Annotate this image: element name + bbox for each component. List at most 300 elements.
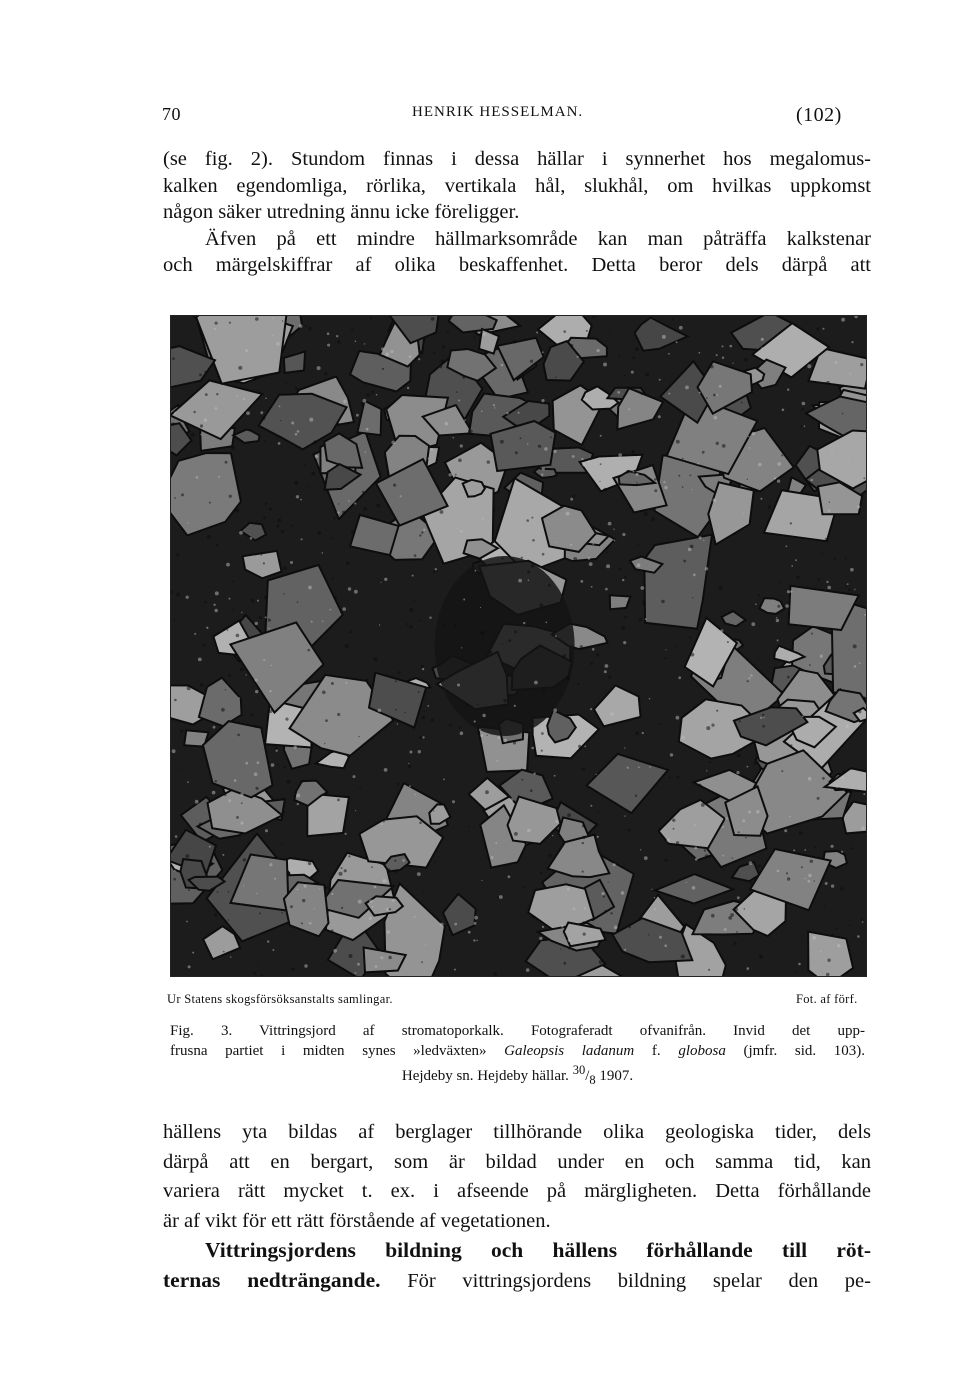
- paragraph-1-line: kalken egendomliga, rörlika, vertikala hål, slukhål, om hvilkas uppkomst: [163, 174, 871, 197]
- photo-grain: [799, 831, 803, 835]
- photo-grain: [817, 578, 820, 581]
- photo-grain: [690, 475, 692, 477]
- photo-grain: [845, 586, 847, 588]
- photo-grain: [645, 373, 649, 377]
- photo-grain: [787, 676, 790, 679]
- photo-grain: [227, 629, 229, 631]
- photo-grain: [218, 476, 220, 478]
- photo-grain: [392, 899, 395, 902]
- photo-grain: [613, 863, 616, 866]
- photo-grain: [573, 907, 576, 910]
- photo-grain: [812, 936, 816, 940]
- photo-grain: [824, 906, 826, 908]
- photo-grain: [228, 674, 231, 677]
- photo-grain: [357, 963, 360, 966]
- photo-grain: [841, 776, 844, 779]
- photo-grain: [583, 933, 586, 936]
- photo-grain: [695, 858, 698, 861]
- photo-grain: [458, 458, 462, 462]
- photo-grain: [456, 391, 458, 393]
- photo-grain: [225, 689, 226, 690]
- photo-grain: [760, 717, 762, 719]
- photo-grain: [583, 398, 586, 401]
- photo-grain: [577, 356, 579, 358]
- photo-grain: [658, 415, 661, 418]
- photo-grain: [268, 619, 271, 622]
- photo-grain: [727, 641, 729, 643]
- photo-grain: [829, 789, 831, 791]
- photo-grain: [481, 880, 482, 881]
- photo-grain: [480, 607, 481, 608]
- photo-grain: [605, 664, 609, 668]
- photo-grain: [215, 322, 218, 325]
- photo-grain: [251, 599, 255, 603]
- photo-grain: [635, 795, 637, 797]
- photo-grain: [774, 477, 776, 479]
- photo-grain: [381, 347, 385, 351]
- photo-grain: [508, 875, 511, 878]
- photo-grain: [285, 718, 288, 721]
- photo-grain: [608, 522, 612, 526]
- photo-grain: [300, 499, 302, 501]
- photo-grain: [259, 616, 262, 619]
- caption-line: Fig. 3. Vittringsjord af stromatoporkalk. Fotograferadt ofvanifrån. Invid det upp-: [170, 1023, 865, 1039]
- photo-grain: [628, 408, 630, 410]
- photo-grain: [690, 545, 694, 549]
- photo-grain: [397, 723, 398, 724]
- photo-grain: [513, 741, 516, 744]
- photo-grain: [781, 454, 783, 456]
- photo-grain: [434, 861, 436, 863]
- photo-grain: [568, 939, 571, 942]
- photo-grain: [203, 644, 206, 647]
- photo-grain: [460, 530, 463, 533]
- photo-grain: [294, 746, 297, 749]
- photo-grain: [341, 867, 343, 869]
- photo-grain: [506, 412, 508, 414]
- photo-grain: [668, 353, 670, 355]
- photo-grain: [722, 345, 724, 347]
- photo-grain: [605, 588, 608, 591]
- photo-grain: [645, 618, 647, 620]
- photo-grain: [555, 635, 557, 637]
- photo-grain: [301, 922, 303, 924]
- photo-grain: [530, 789, 533, 792]
- photo-grain: [670, 753, 673, 756]
- photo-grain: [601, 364, 603, 366]
- photo-grain: [246, 411, 250, 415]
- photo-grain: [224, 794, 226, 796]
- photo-grain: [682, 458, 684, 460]
- photo-grain: [194, 633, 196, 635]
- photo-grain: [384, 576, 385, 577]
- photo-grain: [496, 760, 498, 762]
- photo-grain: [734, 907, 738, 911]
- photo-grain: [501, 364, 504, 367]
- photo-grain: [296, 794, 300, 798]
- photo-grain: [604, 910, 606, 912]
- photo-grain: [514, 630, 517, 633]
- photo-grain: [518, 579, 522, 583]
- photo-grain: [369, 917, 372, 920]
- photo-grain: [255, 317, 259, 321]
- photo-grain: [421, 531, 423, 533]
- photo-grain: [423, 890, 425, 892]
- photo-grain: [271, 763, 275, 767]
- photo-grain: [669, 777, 671, 779]
- photo-grain: [503, 699, 506, 702]
- photo-grain: [701, 803, 705, 807]
- photo-grain: [742, 819, 745, 822]
- page-number: 70: [162, 104, 181, 124]
- photo-grain: [536, 647, 538, 649]
- photo-grain: [835, 361, 838, 364]
- photo-grain: [314, 881, 318, 885]
- photo-grain: [301, 538, 303, 540]
- photo-grain: [610, 912, 612, 914]
- photo-grain: [265, 829, 268, 832]
- photo-grain: [747, 680, 749, 682]
- photo-grain: [295, 387, 298, 390]
- photo-grain: [532, 539, 535, 542]
- photo-grain: [261, 416, 265, 420]
- photo-grain: [286, 624, 288, 626]
- photo-grain: [635, 347, 639, 351]
- photo-grain: [795, 559, 797, 561]
- photo-grain: [468, 931, 471, 934]
- photo-grain: [238, 366, 242, 370]
- photo-grain: [217, 891, 219, 893]
- photo-grain: [536, 332, 538, 334]
- photo-grain: [457, 528, 459, 530]
- photo-grain: [848, 461, 849, 462]
- photo-grain: [755, 603, 757, 605]
- photo-grain: [821, 553, 822, 554]
- photo-grain: [454, 969, 456, 971]
- photo-grain: [337, 799, 340, 802]
- photo-grain: [842, 770, 846, 774]
- photo-grain: [477, 703, 479, 705]
- photo-grain: [479, 729, 481, 731]
- photo-grain: [180, 730, 183, 733]
- photo-grain: [346, 562, 349, 565]
- photo-grain: [542, 351, 544, 353]
- photo-grain: [863, 696, 865, 698]
- photo-grain: [366, 678, 368, 680]
- photo-grain: [394, 860, 396, 862]
- photo-grain: [514, 832, 518, 836]
- photo-grain: [582, 921, 585, 924]
- photo-grain: [230, 956, 232, 958]
- original-page-number: (102): [796, 104, 842, 126]
- photo-grain: [725, 817, 728, 820]
- photo-grain: [553, 450, 556, 453]
- photo-grain: [354, 590, 358, 594]
- photo-grain: [408, 763, 409, 764]
- photo-grain: [354, 502, 356, 504]
- photo-grain: [590, 662, 593, 665]
- photo-grain: [397, 782, 400, 785]
- photo-grain: [810, 860, 813, 863]
- photo-grain: [567, 888, 570, 891]
- photo-grain: [254, 772, 258, 776]
- photo-grain: [685, 386, 689, 390]
- photo-grain: [483, 333, 486, 336]
- photo-grain: [269, 508, 272, 511]
- photo-grain: [281, 912, 283, 914]
- photo-grain: [215, 544, 218, 547]
- photo-grain: [406, 623, 408, 625]
- photo-grain: [452, 800, 455, 803]
- photo-grain: [802, 716, 804, 718]
- caption-date-day: 30: [572, 1063, 586, 1077]
- photo-grain: [407, 387, 409, 389]
- paragraph-2-line: är af vikt för ett rätt förstående af vegetationen.: [163, 1209, 551, 1232]
- photo-grain: [744, 358, 748, 362]
- photo-grain: [642, 600, 645, 603]
- photo-grain: [494, 407, 495, 408]
- photo-grain: [548, 584, 551, 587]
- photo-grain: [336, 335, 338, 337]
- photo-grain: [291, 869, 293, 871]
- photo-grain: [508, 639, 511, 642]
- photo-grain: [580, 645, 584, 649]
- photo-grain: [831, 884, 834, 887]
- photo-grain: [764, 578, 765, 579]
- photo-grain: [398, 671, 401, 674]
- photo-grain: [640, 849, 641, 850]
- photo-grain: [427, 705, 429, 707]
- photo-grain: [758, 594, 760, 596]
- photo-grain: [861, 826, 865, 830]
- photo-grain: [781, 770, 783, 772]
- photo-grain: [235, 508, 239, 512]
- photo-grain: [624, 616, 627, 619]
- photo-grain: [676, 440, 680, 444]
- photo-grain: [654, 897, 656, 899]
- photo-grain: [790, 590, 792, 592]
- photo-grain: [777, 870, 780, 873]
- photo-grain: [283, 766, 285, 768]
- photo-grain: [296, 495, 299, 498]
- paragraph-1-line: och märgelskiffrar af olika beskaffenhet. Detta beror dels därpå att: [163, 254, 871, 276]
- photo-grain: [267, 940, 269, 942]
- photo-grain: [409, 625, 412, 628]
- photo-grain: [348, 500, 350, 502]
- photo-grain: [664, 944, 667, 947]
- photo-grain: [618, 453, 622, 457]
- photo-grain: [237, 396, 239, 398]
- caption-date-slash: /: [585, 1068, 590, 1084]
- photo-grain: [418, 691, 420, 693]
- photo-grain: [689, 636, 691, 638]
- photo-grain: [355, 341, 357, 343]
- photo-grain: [175, 835, 178, 838]
- photo-grain: [333, 517, 335, 519]
- photo-grain: [502, 643, 504, 645]
- photo-grain: [225, 461, 228, 464]
- photo-grain: [681, 955, 685, 959]
- photo-grain: [573, 557, 577, 561]
- photo-grain: [254, 725, 256, 727]
- photo-grain: [383, 879, 387, 883]
- photo-grain: [664, 657, 666, 659]
- photo-grain: [693, 574, 696, 577]
- photo-grain: [473, 939, 475, 941]
- photo-grain: [199, 374, 202, 377]
- photo-grain: [243, 885, 244, 886]
- photo-grain: [563, 654, 567, 658]
- photo-grain: [369, 900, 373, 904]
- photo-grain: [622, 627, 626, 631]
- photo-grain: [240, 668, 244, 672]
- photo-grain: [480, 734, 483, 737]
- photo-grain: [807, 880, 810, 883]
- photo-grain: [234, 509, 236, 511]
- photo-grain: [325, 719, 328, 722]
- photo-grain: [214, 328, 216, 330]
- photo-grain: [337, 511, 339, 513]
- photo-grain: [582, 836, 585, 839]
- photo-grain: [531, 747, 534, 750]
- photo-grain: [174, 870, 176, 872]
- photo-grain: [624, 747, 625, 748]
- photo-grain: [474, 922, 477, 925]
- photo-grain: [393, 484, 396, 487]
- photo-grain: [697, 463, 699, 465]
- photo-grain: [614, 926, 618, 930]
- photo-grain: [531, 517, 533, 519]
- photo-grain: [440, 923, 444, 927]
- photo-grain: [782, 409, 785, 412]
- photo-grain: [355, 972, 357, 974]
- photo-grain: [676, 716, 680, 720]
- photo-grain: [642, 732, 644, 734]
- photo-grain: [214, 913, 217, 916]
- photo-grain: [691, 489, 692, 490]
- photo-grain: [541, 750, 543, 752]
- photo-grain: [776, 617, 777, 618]
- photo-grain: [263, 516, 266, 519]
- photo-grain: [768, 505, 772, 509]
- photo-grain: [349, 954, 353, 958]
- photo-grain: [849, 373, 851, 375]
- dark-soil-patch: [435, 556, 575, 736]
- photo-grain: [363, 507, 367, 511]
- photo-grain: [295, 433, 298, 436]
- photo-grain: [297, 601, 299, 603]
- photo-grain: [550, 436, 552, 438]
- photo-grain: [849, 925, 851, 927]
- photo-grain: [449, 724, 452, 727]
- photo-grain: [476, 940, 478, 942]
- photo-grain: [257, 961, 258, 962]
- photo-grain: [716, 394, 718, 396]
- photo-grain: [307, 649, 310, 652]
- paragraph-2-text: För vittringsjordens bildning spelar den pe-: [380, 1269, 871, 1292]
- photo-grain: [353, 775, 356, 778]
- photo-grain: [383, 820, 385, 822]
- photo-grain: [423, 529, 425, 531]
- photo-grain: [672, 819, 675, 822]
- photo-grain: [834, 558, 836, 560]
- photo-grain: [822, 777, 825, 780]
- photo-grain: [474, 720, 476, 722]
- photo-grain: [257, 600, 259, 602]
- photo-grain: [808, 777, 812, 781]
- photo-grain: [200, 434, 202, 436]
- photo-grain: [232, 609, 234, 611]
- photo-grain: [324, 372, 328, 376]
- photo-grain: [742, 940, 743, 941]
- photo-grain: [841, 318, 845, 322]
- photo-grain: [694, 824, 696, 826]
- photo-grain: [363, 399, 367, 403]
- photo-grain: [425, 944, 427, 946]
- photo-grain: [409, 355, 412, 358]
- photo-grain: [864, 614, 866, 616]
- photo-grain: [474, 916, 478, 920]
- photo-grain: [291, 422, 294, 425]
- photo-grain: [192, 952, 194, 954]
- paragraph-2-line: [163, 1266, 871, 1297]
- photo-grain: [560, 949, 561, 950]
- photo-grain: [568, 948, 570, 950]
- photo-grain: [675, 646, 677, 648]
- photo-grain: [226, 563, 230, 567]
- photo-grain: [619, 567, 622, 570]
- photo-grain: [410, 608, 414, 612]
- photo-grain: [213, 604, 215, 606]
- photo-grain: [209, 846, 211, 848]
- photo-grain: [235, 381, 237, 383]
- photo-grain: [491, 856, 494, 859]
- photo-grain: [424, 711, 426, 713]
- photo-grain: [817, 797, 820, 800]
- photo-grain: [391, 441, 395, 445]
- photo-grain: [563, 330, 566, 333]
- photo-grain: [286, 383, 288, 385]
- photo-grain: [264, 596, 267, 599]
- photo-grain: [280, 420, 281, 421]
- photo-grain: [374, 657, 378, 661]
- photo-grain: [236, 634, 240, 638]
- photo-grain: [263, 562, 265, 564]
- photo-grain: [857, 505, 860, 508]
- photo-grain: [410, 751, 413, 754]
- photo-grain: [342, 607, 346, 611]
- photo-grain: [255, 787, 258, 790]
- photo-grain: [348, 855, 350, 857]
- photo-grain: [198, 658, 202, 662]
- photo-grain: [672, 319, 674, 321]
- photo-grain: [641, 670, 642, 671]
- photo-grain: [228, 891, 230, 893]
- photo-grain: [463, 599, 465, 601]
- photo-grain: [804, 425, 806, 427]
- photo-grain: [832, 934, 834, 936]
- photo-grain: [713, 536, 715, 538]
- figure-credit-photographer: Fot. af förf.: [796, 992, 858, 1006]
- photo-grain: [297, 889, 299, 891]
- photo-grain: [355, 810, 356, 811]
- photo-grain: [305, 325, 307, 327]
- photo-grain: [380, 956, 383, 959]
- photo-grain: [793, 849, 795, 851]
- photo-grain: [500, 440, 504, 444]
- photo-grain: [263, 659, 265, 661]
- photo-grain: [489, 651, 492, 654]
